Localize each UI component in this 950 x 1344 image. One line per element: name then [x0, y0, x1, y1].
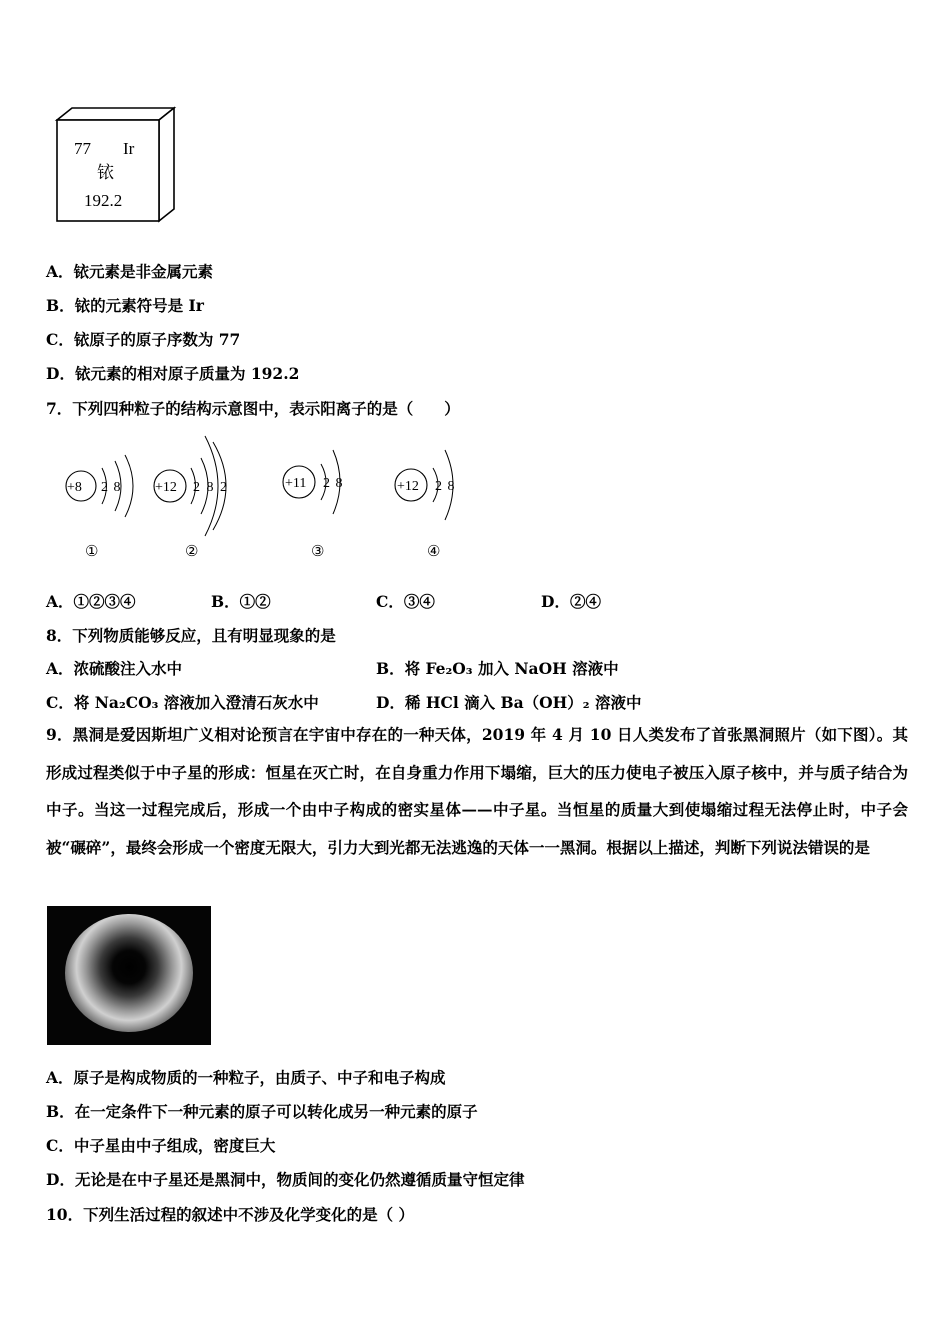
- q7-option-b: B．①②: [211, 592, 271, 611]
- element-mass: 192.2: [84, 191, 123, 210]
- q7-particle-diagrams: [55, 428, 485, 568]
- q9-option-d: D．无论是在中子星还是黑洞中，物质间的变化仍然遵循质量守恒定律: [46, 1170, 525, 1189]
- q9-option-b: B．在一定条件下一种元素的原子可以转化成另一种元素的原子: [46, 1102, 478, 1121]
- particle-4-label: ④: [427, 544, 441, 560]
- particle-4-nucleus: +12: [397, 479, 419, 494]
- element-symbol: Ir: [123, 139, 135, 158]
- q7-option-c: C．③④: [376, 592, 435, 611]
- particle-2-shells: 2 8 2: [193, 480, 227, 495]
- q6-option-b: B．铱的元素符号是 Ir: [46, 296, 204, 315]
- particle-2-label: ②: [185, 544, 199, 560]
- element-card: [52, 106, 182, 228]
- q8-option-a: A．浓硫酸注入水中: [46, 659, 183, 678]
- particle-2-nucleus: +12: [155, 480, 177, 495]
- particle-1-diagram: [66, 455, 133, 560]
- particle-1-label: ①: [85, 544, 99, 560]
- q6-option-c: C．铱原子的原子序数为 77: [46, 330, 241, 349]
- particle-3-nucleus: +11: [285, 476, 307, 491]
- q6-option-a: A．铱元素是非金属元素: [46, 262, 214, 281]
- particle-3-label: ③: [311, 544, 325, 560]
- q7-option-d: D．②④: [541, 592, 601, 611]
- q9-stem: 9．黑洞是爱因斯坦广义相对论预言在宇宙中存在的一种天体，2019 年 4 月 10 日人类发布了首张黑洞照片（如下图）。其形成过程类似于中子星的形成：恒星在灭亡时，在自身重力作用下塌缩，巨大的压力使电子被压入原子核中，并与质子结合为中子。当这一过程完成后，形成一个由中子构成的密实星体——中子星。当恒星的质量大到使塌缩过程无法停止时，中子会被“碾碎”，最终会形成一个密度无限大，引力大到光都无法逃逸的天体一一黑洞。根据以上描述，判断下列说法错误的是: [46, 725, 908, 857]
- particle-2-diagram: [154, 436, 227, 560]
- q9-option-a: A．原子是构成物质的一种粒子，由质子、中子和电子构成: [46, 1068, 446, 1087]
- q7-stem: 7．下列四种粒子的结构示意图中，表示阳离子的是（ ）: [46, 399, 460, 418]
- q8-stem: 8．下列物质能够反应，且有明显现象的是: [46, 626, 336, 645]
- particle-3-diagram: [283, 450, 343, 560]
- particle-3-shells: 2 8: [323, 476, 343, 491]
- q7-option-a: A．①②③④: [46, 592, 136, 611]
- q8-option-d: D．稀 HCl 滴入 Ba（OH）₂ 溶液中: [376, 693, 642, 712]
- particle-1-nucleus: +8: [67, 480, 82, 495]
- q10-stem: 10．下列生活过程的叙述中不涉及化学变化的是（ ）: [46, 1205, 414, 1224]
- particle-4-diagram: [395, 450, 455, 560]
- black-hole-image: [47, 906, 211, 1045]
- q8-option-c: C．将 Na₂CO₃ 溶液加入澄清石灰水中: [46, 693, 319, 712]
- particle-1-shells: 2 8: [101, 480, 121, 495]
- element-name: 铱: [97, 163, 114, 182]
- q8-option-b: B．将 Fe₂O₃ 加入 NaOH 溶液中: [376, 659, 619, 678]
- q9-option-c: C．中子星由中子组成，密度巨大: [46, 1136, 276, 1155]
- q6-option-d: D．铱元素的相对原子质量为 192.2: [46, 364, 300, 383]
- element-atomic-number: 77: [74, 139, 91, 158]
- particle-4-shells: 2 8: [435, 479, 455, 494]
